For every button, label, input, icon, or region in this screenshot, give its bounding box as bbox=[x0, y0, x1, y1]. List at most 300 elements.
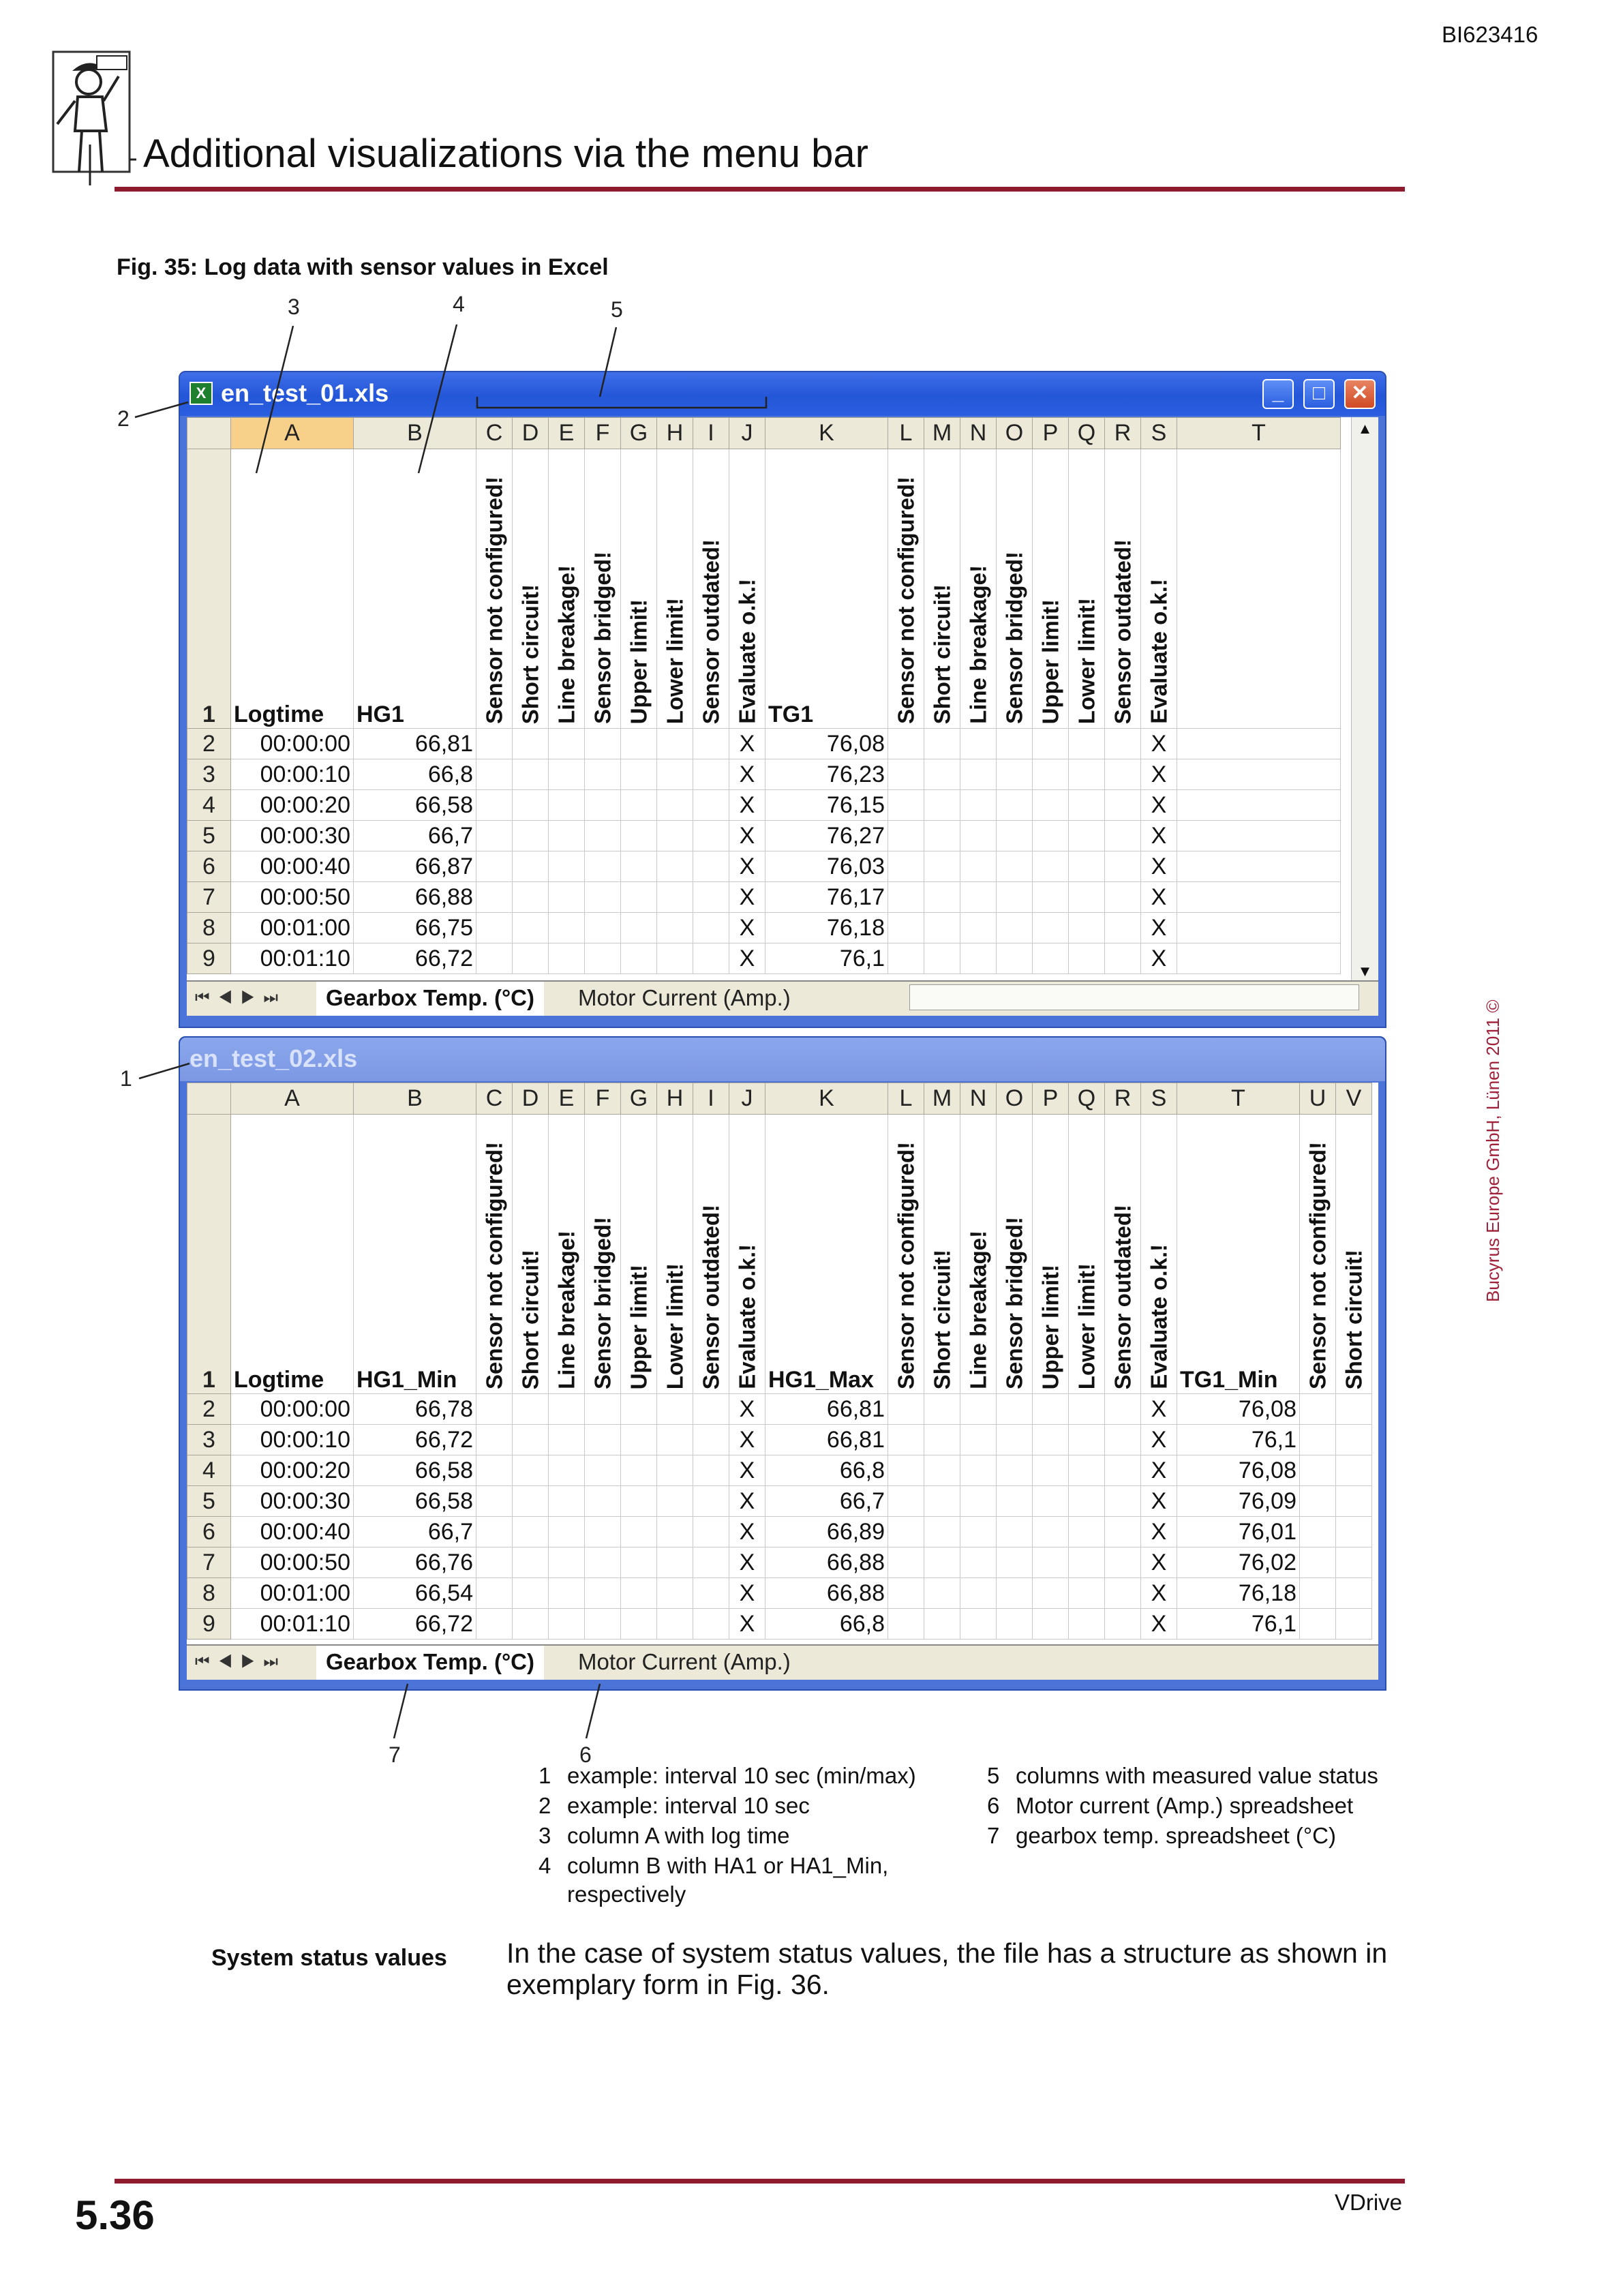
evaluate-ok-cell[interactable]: X bbox=[1141, 882, 1177, 913]
status-header-cell[interactable] bbox=[888, 1115, 924, 1394]
value-cell[interactable]: 66,7 bbox=[765, 1486, 888, 1517]
status-cell[interactable] bbox=[476, 943, 513, 974]
status-cell[interactable] bbox=[513, 729, 549, 759]
empty-cell[interactable] bbox=[1177, 913, 1341, 943]
status-header-cell[interactable] bbox=[476, 1115, 513, 1394]
column-header-j[interactable]: J bbox=[729, 418, 765, 449]
status-cell[interactable] bbox=[1069, 1425, 1105, 1455]
status-cell[interactable] bbox=[585, 1486, 621, 1517]
status-cell[interactable] bbox=[1069, 821, 1105, 851]
close-button[interactable]: ✕ bbox=[1344, 379, 1376, 409]
column-header-g[interactable]: G bbox=[621, 418, 657, 449]
status-cell[interactable] bbox=[960, 1609, 997, 1640]
value-cell[interactable]: 66,8 bbox=[354, 759, 476, 790]
status-cell[interactable] bbox=[476, 1609, 513, 1640]
status-cell[interactable] bbox=[1336, 1425, 1372, 1455]
status-header-cell[interactable] bbox=[1141, 449, 1177, 729]
status-cell[interactable] bbox=[513, 882, 549, 913]
evaluate-ok-cell[interactable]: X bbox=[729, 1486, 765, 1517]
evaluate-ok-cell[interactable]: X bbox=[1141, 1486, 1177, 1517]
status-header-cell[interactable] bbox=[1105, 1115, 1141, 1394]
column-header-m[interactable]: M bbox=[924, 418, 960, 449]
status-cell[interactable] bbox=[997, 943, 1033, 974]
status-cell[interactable] bbox=[549, 729, 585, 759]
status-cell[interactable] bbox=[476, 1425, 513, 1455]
status-cell[interactable] bbox=[997, 882, 1033, 913]
excel-window-1[interactable] bbox=[179, 371, 1386, 1028]
status-cell[interactable] bbox=[1300, 1547, 1336, 1578]
status-cell[interactable] bbox=[513, 913, 549, 943]
row-number[interactable]: 4 bbox=[187, 1455, 231, 1486]
status-cell[interactable] bbox=[621, 913, 657, 943]
logtime-cell[interactable]: 00:01:10 bbox=[231, 1609, 354, 1640]
status-cell[interactable] bbox=[693, 759, 729, 790]
evaluate-ok-cell[interactable]: X bbox=[729, 790, 765, 821]
header-cell[interactable]: Logtime bbox=[231, 1115, 354, 1394]
status-cell[interactable] bbox=[888, 943, 924, 974]
status-header-cell[interactable] bbox=[1141, 1115, 1177, 1394]
evaluate-ok-cell[interactable]: X bbox=[1141, 790, 1177, 821]
status-cell[interactable] bbox=[888, 1486, 924, 1517]
column-header-f[interactable]: F bbox=[585, 1083, 621, 1115]
status-cell[interactable] bbox=[997, 821, 1033, 851]
evaluate-ok-cell[interactable]: X bbox=[729, 882, 765, 913]
status-cell[interactable] bbox=[924, 1425, 960, 1455]
status-cell[interactable] bbox=[1033, 1486, 1069, 1517]
status-cell[interactable] bbox=[657, 1394, 693, 1425]
logtime-cell[interactable]: 00:01:10 bbox=[231, 943, 354, 974]
status-cell[interactable] bbox=[476, 851, 513, 882]
status-cell[interactable] bbox=[621, 790, 657, 821]
status-cell[interactable] bbox=[1069, 882, 1105, 913]
status-cell[interactable] bbox=[549, 759, 585, 790]
status-cell[interactable] bbox=[924, 729, 960, 759]
column-header-k[interactable]: K bbox=[765, 1083, 888, 1115]
status-header-cell[interactable] bbox=[657, 449, 693, 729]
row-number[interactable]: 1 bbox=[187, 449, 231, 729]
logtime-cell[interactable]: 00:00:50 bbox=[231, 882, 354, 913]
status-cell[interactable] bbox=[960, 1425, 997, 1455]
column-header-p[interactable]: P bbox=[1033, 418, 1069, 449]
status-cell[interactable] bbox=[585, 913, 621, 943]
column-header-s[interactable]: S bbox=[1141, 418, 1177, 449]
status-cell[interactable] bbox=[924, 1547, 960, 1578]
status-cell[interactable] bbox=[1033, 913, 1069, 943]
status-cell[interactable] bbox=[924, 1517, 960, 1547]
status-cell[interactable] bbox=[960, 790, 997, 821]
header-cell[interactable]: Logtime bbox=[231, 449, 354, 729]
status-cell[interactable] bbox=[585, 1394, 621, 1425]
status-cell[interactable] bbox=[997, 851, 1033, 882]
status-cell[interactable] bbox=[657, 759, 693, 790]
status-cell[interactable] bbox=[513, 1394, 549, 1425]
header-cell[interactable]: TG1_Min bbox=[1177, 1115, 1300, 1394]
value-cell[interactable]: 76,1 bbox=[1177, 1609, 1300, 1640]
value-cell[interactable]: 66,81 bbox=[765, 1425, 888, 1455]
status-cell[interactable] bbox=[621, 851, 657, 882]
status-cell[interactable] bbox=[585, 1425, 621, 1455]
status-cell[interactable] bbox=[513, 1455, 549, 1486]
column-header-u[interactable]: U bbox=[1300, 1083, 1336, 1115]
value-cell[interactable]: 76,08 bbox=[1177, 1455, 1300, 1486]
status-cell[interactable] bbox=[476, 821, 513, 851]
evaluate-ok-cell[interactable]: X bbox=[729, 1425, 765, 1455]
status-cell[interactable] bbox=[924, 882, 960, 913]
evaluate-ok-cell[interactable]: X bbox=[729, 1394, 765, 1425]
status-cell[interactable] bbox=[1069, 729, 1105, 759]
status-header-cell[interactable] bbox=[1069, 1115, 1105, 1394]
status-cell[interactable] bbox=[585, 790, 621, 821]
evaluate-ok-cell[interactable]: X bbox=[1141, 1517, 1177, 1547]
status-cell[interactable] bbox=[476, 913, 513, 943]
status-cell[interactable] bbox=[513, 1425, 549, 1455]
status-cell[interactable] bbox=[621, 943, 657, 974]
status-header-cell[interactable] bbox=[657, 1115, 693, 1394]
window-2-titlebar[interactable] bbox=[180, 1038, 1385, 1081]
value-cell[interactable]: 66,8 bbox=[765, 1609, 888, 1640]
status-cell[interactable] bbox=[888, 759, 924, 790]
tab-motor-current[interactable]: Motor Current (Amp.) bbox=[578, 985, 791, 1010]
logtime-cell[interactable]: 00:00:00 bbox=[231, 1394, 354, 1425]
row-number[interactable]: 3 bbox=[187, 759, 231, 790]
status-cell[interactable] bbox=[513, 821, 549, 851]
value-cell[interactable]: 76,18 bbox=[765, 913, 888, 943]
status-cell[interactable] bbox=[476, 1455, 513, 1486]
status-cell[interactable] bbox=[1300, 1425, 1336, 1455]
status-header-cell[interactable] bbox=[729, 449, 765, 729]
row-number[interactable]: 4 bbox=[187, 790, 231, 821]
column-header-i[interactable]: I bbox=[693, 1083, 729, 1115]
value-cell[interactable]: 76,1 bbox=[1177, 1425, 1300, 1455]
status-cell[interactable] bbox=[888, 1517, 924, 1547]
status-cell[interactable] bbox=[657, 821, 693, 851]
status-cell[interactable] bbox=[621, 1578, 657, 1609]
column-header-k[interactable]: K bbox=[765, 418, 888, 449]
status-cell[interactable] bbox=[693, 851, 729, 882]
evaluate-ok-cell[interactable]: X bbox=[1141, 759, 1177, 790]
status-cell[interactable] bbox=[693, 1517, 729, 1547]
status-cell[interactable] bbox=[1105, 1609, 1141, 1640]
row-number[interactable]: 9 bbox=[187, 943, 231, 974]
evaluate-ok-cell[interactable]: X bbox=[729, 1455, 765, 1486]
status-cell[interactable] bbox=[621, 1486, 657, 1517]
status-cell[interactable] bbox=[1105, 790, 1141, 821]
status-cell[interactable] bbox=[657, 1578, 693, 1609]
status-cell[interactable] bbox=[657, 790, 693, 821]
row-number[interactable]: 1 bbox=[187, 1115, 231, 1394]
status-header-cell[interactable] bbox=[1300, 1115, 1336, 1394]
status-header-cell[interactable] bbox=[924, 1115, 960, 1394]
status-cell[interactable] bbox=[693, 1455, 729, 1486]
empty-cell[interactable] bbox=[1177, 943, 1341, 974]
value-cell[interactable]: 66,58 bbox=[354, 790, 476, 821]
status-header-cell[interactable] bbox=[997, 1115, 1033, 1394]
status-cell[interactable] bbox=[657, 882, 693, 913]
status-cell[interactable] bbox=[960, 913, 997, 943]
column-header-m[interactable]: M bbox=[924, 1083, 960, 1115]
status-cell[interactable] bbox=[513, 759, 549, 790]
column-header-h[interactable]: H bbox=[657, 418, 693, 449]
row-number[interactable]: 5 bbox=[187, 1486, 231, 1517]
status-cell[interactable] bbox=[1105, 729, 1141, 759]
value-cell[interactable]: 66,76 bbox=[354, 1547, 476, 1578]
status-cell[interactable] bbox=[1336, 1578, 1372, 1609]
logtime-cell[interactable]: 00:00:50 bbox=[231, 1547, 354, 1578]
status-cell[interactable] bbox=[513, 1547, 549, 1578]
status-cell[interactable] bbox=[621, 821, 657, 851]
status-cell[interactable] bbox=[1300, 1455, 1336, 1486]
status-header-cell[interactable] bbox=[960, 1115, 997, 1394]
column-header-h[interactable]: H bbox=[657, 1083, 693, 1115]
status-cell[interactable] bbox=[549, 882, 585, 913]
value-cell[interactable]: 66,88 bbox=[354, 882, 476, 913]
value-cell[interactable]: 66,87 bbox=[354, 851, 476, 882]
row-number[interactable]: 5 bbox=[187, 821, 231, 851]
evaluate-ok-cell[interactable]: X bbox=[729, 943, 765, 974]
column-header-e[interactable]: E bbox=[549, 1083, 585, 1115]
status-cell[interactable] bbox=[476, 1578, 513, 1609]
status-header-cell[interactable] bbox=[960, 449, 997, 729]
status-cell[interactable] bbox=[549, 790, 585, 821]
row-number[interactable]: 7 bbox=[187, 1547, 231, 1578]
status-cell[interactable] bbox=[1069, 1578, 1105, 1609]
status-cell[interactable] bbox=[549, 1394, 585, 1425]
value-cell[interactable]: 66,88 bbox=[765, 1547, 888, 1578]
status-cell[interactable] bbox=[549, 1425, 585, 1455]
status-cell[interactable] bbox=[657, 943, 693, 974]
status-header-cell[interactable] bbox=[693, 449, 729, 729]
status-cell[interactable] bbox=[657, 1609, 693, 1640]
status-cell[interactable] bbox=[1336, 1609, 1372, 1640]
value-cell[interactable]: 66,7 bbox=[354, 1517, 476, 1547]
status-cell[interactable] bbox=[924, 759, 960, 790]
status-header-cell[interactable] bbox=[513, 449, 549, 729]
select-all-corner[interactable] bbox=[187, 418, 231, 449]
status-cell[interactable] bbox=[888, 913, 924, 943]
status-cell[interactable] bbox=[924, 1486, 960, 1517]
status-cell[interactable] bbox=[888, 882, 924, 913]
status-cell[interactable] bbox=[924, 851, 960, 882]
status-cell[interactable] bbox=[693, 1578, 729, 1609]
status-cell[interactable] bbox=[1105, 1425, 1141, 1455]
column-header-q[interactable]: Q bbox=[1069, 1083, 1105, 1115]
status-cell[interactable] bbox=[1300, 1394, 1336, 1425]
status-header-cell[interactable] bbox=[1336, 1115, 1372, 1394]
status-cell[interactable] bbox=[657, 1425, 693, 1455]
tab-gearbox-temp[interactable]: Gearbox Temp. (°C) bbox=[316, 982, 544, 1016]
evaluate-ok-cell[interactable]: X bbox=[729, 1578, 765, 1609]
status-cell[interactable] bbox=[924, 821, 960, 851]
header-cell[interactable]: HG1_Max bbox=[765, 1115, 888, 1394]
column-header-o[interactable]: O bbox=[997, 1083, 1033, 1115]
status-cell[interactable] bbox=[924, 1394, 960, 1425]
status-cell[interactable] bbox=[1033, 882, 1069, 913]
status-cell[interactable] bbox=[997, 913, 1033, 943]
status-cell[interactable] bbox=[1069, 1547, 1105, 1578]
status-header-cell[interactable] bbox=[1105, 449, 1141, 729]
status-cell[interactable] bbox=[924, 943, 960, 974]
column-header-v[interactable]: V bbox=[1336, 1083, 1372, 1115]
evaluate-ok-cell[interactable]: X bbox=[1141, 1578, 1177, 1609]
evaluate-ok-cell[interactable]: X bbox=[1141, 1455, 1177, 1486]
status-cell[interactable] bbox=[1033, 821, 1069, 851]
logtime-cell[interactable]: 00:00:30 bbox=[231, 1486, 354, 1517]
status-cell[interactable] bbox=[1033, 1455, 1069, 1486]
value-cell[interactable]: 66,58 bbox=[354, 1486, 476, 1517]
status-cell[interactable] bbox=[997, 1486, 1033, 1517]
status-cell[interactable] bbox=[1069, 1455, 1105, 1486]
status-cell[interactable] bbox=[960, 1547, 997, 1578]
status-cell[interactable] bbox=[549, 1486, 585, 1517]
tab-motor-current[interactable]: Motor Current (Amp.) bbox=[578, 1649, 791, 1674]
evaluate-ok-cell[interactable]: X bbox=[729, 1517, 765, 1547]
value-cell[interactable]: 66,8 bbox=[765, 1455, 888, 1486]
status-cell[interactable] bbox=[476, 882, 513, 913]
status-cell[interactable] bbox=[888, 790, 924, 821]
status-cell[interactable] bbox=[585, 821, 621, 851]
status-cell[interactable] bbox=[960, 1578, 997, 1609]
status-cell[interactable] bbox=[549, 943, 585, 974]
excel-window-2[interactable] bbox=[179, 1036, 1386, 1691]
status-cell[interactable] bbox=[997, 790, 1033, 821]
status-cell[interactable] bbox=[513, 943, 549, 974]
status-cell[interactable] bbox=[888, 729, 924, 759]
column-header-d[interactable]: D bbox=[513, 1083, 549, 1115]
status-cell[interactable] bbox=[1105, 1578, 1141, 1609]
status-cell[interactable] bbox=[693, 1547, 729, 1578]
row-number[interactable]: 8 bbox=[187, 1578, 231, 1609]
status-cell[interactable] bbox=[476, 1547, 513, 1578]
value-cell[interactable]: 76,08 bbox=[1177, 1394, 1300, 1425]
status-cell[interactable] bbox=[1069, 1486, 1105, 1517]
status-cell[interactable] bbox=[960, 1394, 997, 1425]
evaluate-ok-cell[interactable]: X bbox=[1141, 729, 1177, 759]
status-cell[interactable] bbox=[1105, 821, 1141, 851]
status-cell[interactable] bbox=[1033, 1578, 1069, 1609]
status-cell[interactable] bbox=[1105, 1455, 1141, 1486]
status-cell[interactable] bbox=[1105, 1517, 1141, 1547]
status-header-cell[interactable] bbox=[693, 1115, 729, 1394]
status-header-cell[interactable] bbox=[888, 449, 924, 729]
status-cell[interactable] bbox=[693, 729, 729, 759]
status-cell[interactable] bbox=[513, 1517, 549, 1547]
empty-cell[interactable] bbox=[1177, 449, 1341, 729]
status-cell[interactable] bbox=[513, 851, 549, 882]
logtime-cell[interactable]: 00:01:00 bbox=[231, 913, 354, 943]
empty-cell[interactable] bbox=[1177, 882, 1341, 913]
status-header-cell[interactable] bbox=[1033, 1115, 1069, 1394]
status-header-cell[interactable] bbox=[621, 449, 657, 729]
empty-cell[interactable] bbox=[1177, 790, 1341, 821]
status-cell[interactable] bbox=[693, 821, 729, 851]
value-cell[interactable]: 66,78 bbox=[354, 1394, 476, 1425]
column-header-n[interactable]: N bbox=[960, 418, 997, 449]
status-cell[interactable] bbox=[924, 913, 960, 943]
status-cell[interactable] bbox=[924, 1609, 960, 1640]
status-cell[interactable] bbox=[1105, 759, 1141, 790]
tab-nav-arrows-icon[interactable]: ⏮◀▶⏭ bbox=[195, 1652, 287, 1671]
status-cell[interactable] bbox=[997, 1394, 1033, 1425]
status-cell[interactable] bbox=[1033, 851, 1069, 882]
status-cell[interactable] bbox=[1105, 1547, 1141, 1578]
status-header-cell[interactable] bbox=[513, 1115, 549, 1394]
column-header-g[interactable]: G bbox=[621, 1083, 657, 1115]
status-cell[interactable] bbox=[693, 943, 729, 974]
status-cell[interactable] bbox=[657, 1455, 693, 1486]
header-cell[interactable]: TG1 bbox=[765, 449, 888, 729]
value-cell[interactable]: 66,72 bbox=[354, 943, 476, 974]
status-cell[interactable] bbox=[549, 1547, 585, 1578]
empty-cell[interactable] bbox=[1177, 759, 1341, 790]
status-cell[interactable] bbox=[476, 1517, 513, 1547]
value-cell[interactable]: 76,09 bbox=[1177, 1486, 1300, 1517]
row-number[interactable]: 9 bbox=[187, 1609, 231, 1640]
column-header-n[interactable]: N bbox=[960, 1083, 997, 1115]
status-cell[interactable] bbox=[997, 759, 1033, 790]
status-cell[interactable] bbox=[1069, 1517, 1105, 1547]
row-number[interactable]: 6 bbox=[187, 851, 231, 882]
status-cell[interactable] bbox=[888, 1578, 924, 1609]
value-cell[interactable]: 76,08 bbox=[765, 729, 888, 759]
row-number[interactable]: 3 bbox=[187, 1425, 231, 1455]
tab-gearbox-temp[interactable]: Gearbox Temp. (°C) bbox=[316, 1646, 544, 1680]
status-cell[interactable] bbox=[585, 882, 621, 913]
value-cell[interactable]: 76,03 bbox=[765, 851, 888, 882]
logtime-cell[interactable]: 00:00:40 bbox=[231, 851, 354, 882]
row-number[interactable]: 2 bbox=[187, 1394, 231, 1425]
evaluate-ok-cell[interactable]: X bbox=[1141, 913, 1177, 943]
evaluate-ok-cell[interactable]: X bbox=[1141, 1394, 1177, 1425]
status-cell[interactable] bbox=[476, 1486, 513, 1517]
status-header-cell[interactable] bbox=[621, 1115, 657, 1394]
worksheet-grid-2[interactable] bbox=[187, 1083, 1378, 1644]
status-cell[interactable] bbox=[693, 1425, 729, 1455]
status-cell[interactable] bbox=[924, 1455, 960, 1486]
logtime-cell[interactable]: 00:00:20 bbox=[231, 790, 354, 821]
status-cell[interactable] bbox=[1105, 1394, 1141, 1425]
status-cell[interactable] bbox=[657, 1486, 693, 1517]
value-cell[interactable]: 76,17 bbox=[765, 882, 888, 913]
status-cell[interactable] bbox=[997, 1455, 1033, 1486]
status-cell[interactable] bbox=[549, 1609, 585, 1640]
row-number[interactable]: 2 bbox=[187, 729, 231, 759]
evaluate-ok-cell[interactable]: X bbox=[1141, 851, 1177, 882]
status-cell[interactable] bbox=[888, 1455, 924, 1486]
value-cell[interactable]: 66,54 bbox=[354, 1578, 476, 1609]
maximize-button[interactable]: □ bbox=[1303, 379, 1335, 409]
value-cell[interactable]: 76,23 bbox=[765, 759, 888, 790]
column-header-f[interactable]: F bbox=[585, 418, 621, 449]
column-header-s[interactable]: S bbox=[1141, 1083, 1177, 1115]
status-cell[interactable] bbox=[1033, 1517, 1069, 1547]
value-cell[interactable]: 76,1 bbox=[765, 943, 888, 974]
status-cell[interactable] bbox=[1300, 1517, 1336, 1547]
select-all-corner[interactable] bbox=[187, 1083, 231, 1115]
evaluate-ok-cell[interactable]: X bbox=[1141, 821, 1177, 851]
status-header-cell[interactable] bbox=[1033, 449, 1069, 729]
status-cell[interactable] bbox=[693, 1394, 729, 1425]
status-cell[interactable] bbox=[1300, 1609, 1336, 1640]
status-header-cell[interactable] bbox=[585, 1115, 621, 1394]
status-cell[interactable] bbox=[924, 1578, 960, 1609]
column-header-c[interactable]: C bbox=[476, 1083, 513, 1115]
status-cell[interactable] bbox=[549, 1578, 585, 1609]
status-cell[interactable] bbox=[549, 821, 585, 851]
status-cell[interactable] bbox=[657, 1547, 693, 1578]
value-cell[interactable]: 66,72 bbox=[354, 1425, 476, 1455]
status-cell[interactable] bbox=[888, 851, 924, 882]
column-header-r[interactable]: R bbox=[1105, 418, 1141, 449]
